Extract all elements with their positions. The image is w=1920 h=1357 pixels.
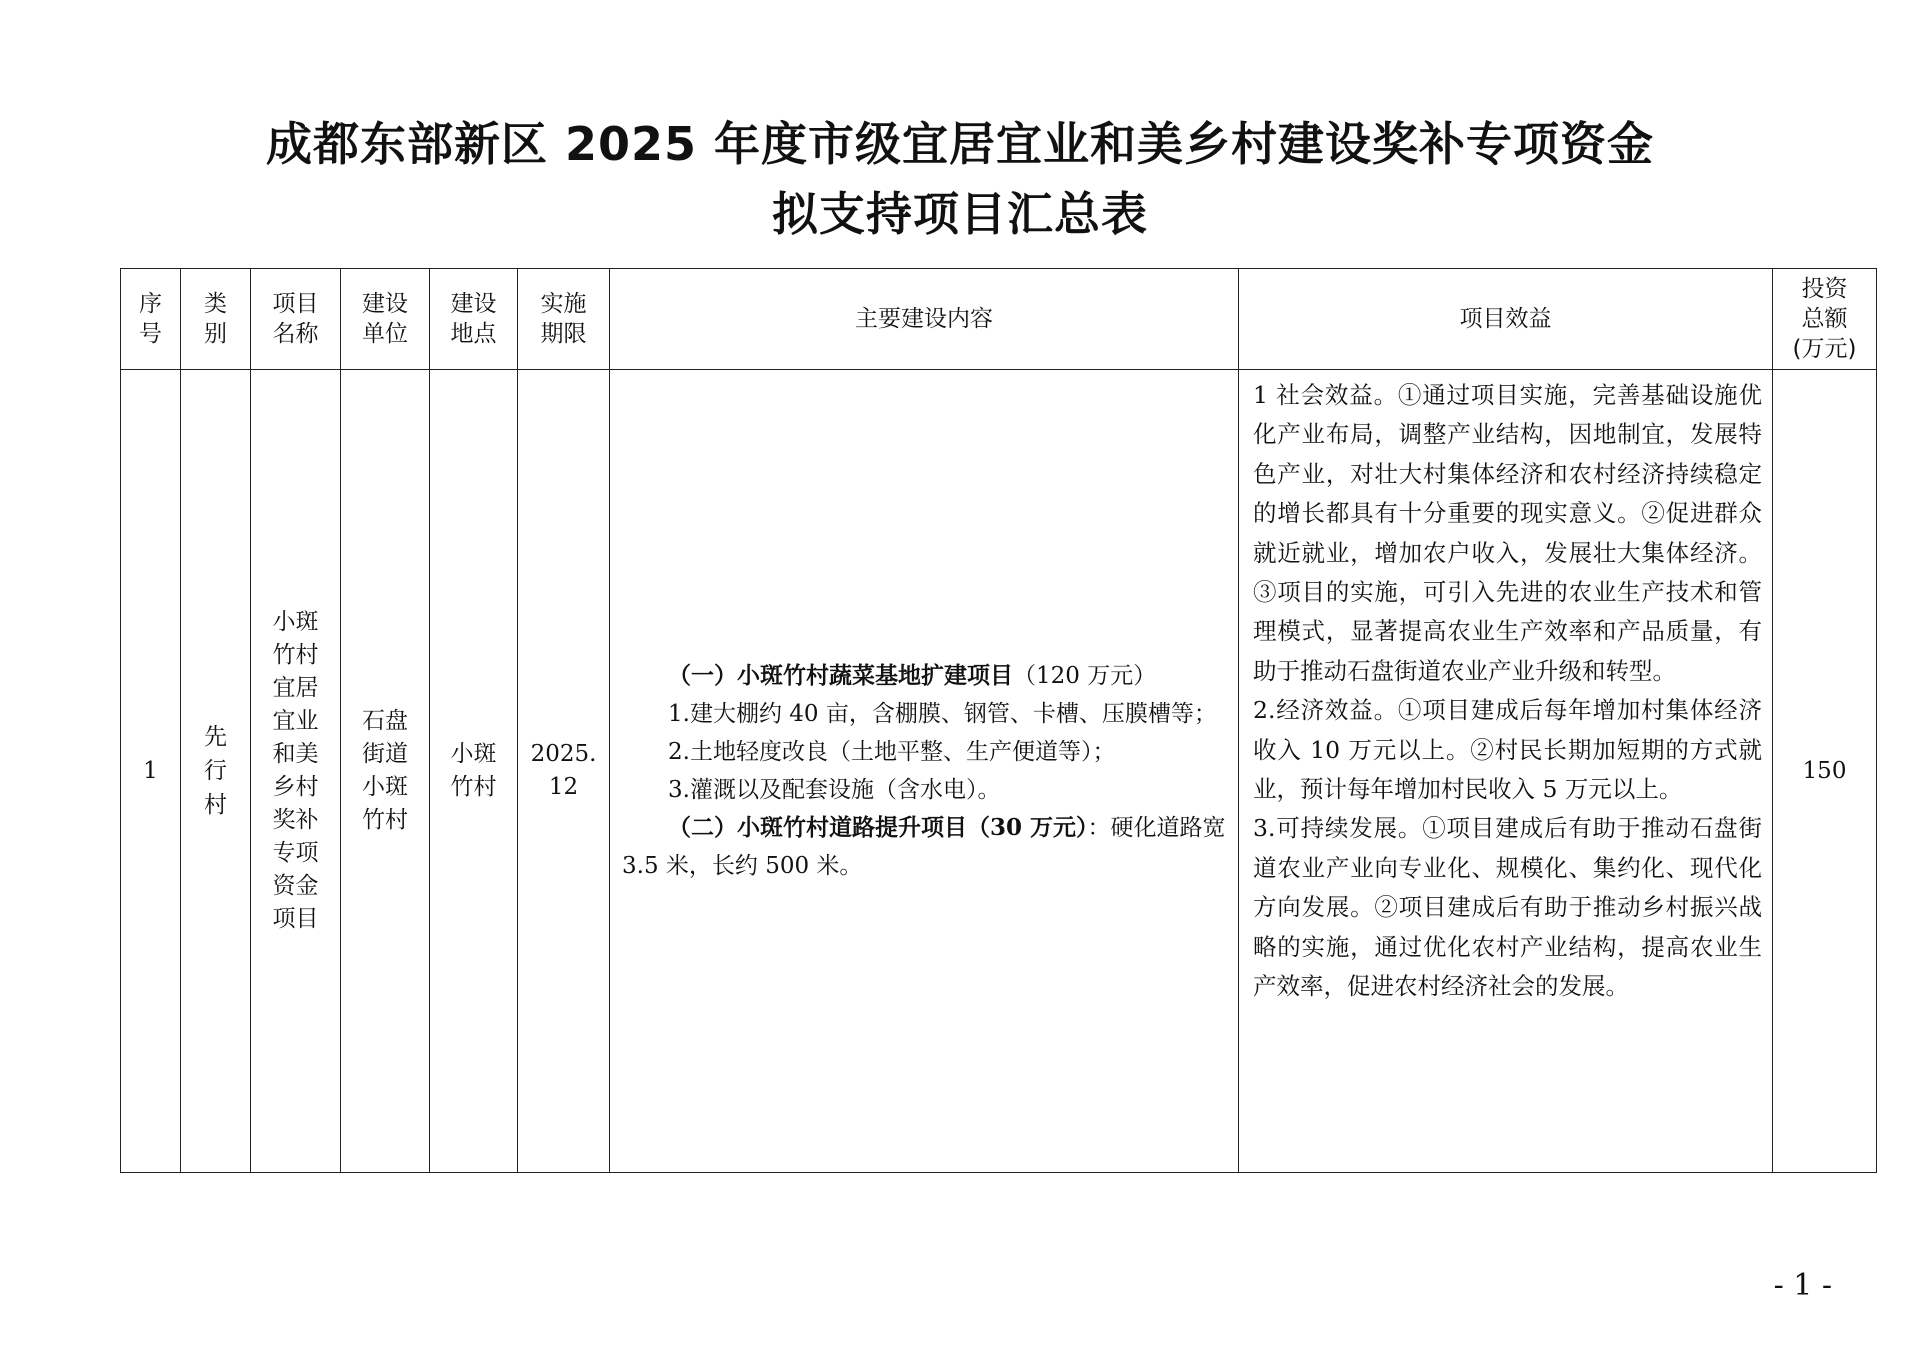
header-benefit: 项目效益 — [1239, 269, 1773, 370]
cell-category: 先行村 — [181, 370, 251, 1173]
header-seq: 序 号 — [121, 269, 181, 370]
content-item1-heading: （一）小斑竹村蔬菜基地扩建项目（120 万元） — [668, 662, 1157, 689]
cell-main-content — [610, 370, 1239, 1173]
header-project-name: 项目 名称 — [251, 269, 341, 370]
benefit-sustainable: 3.可持续发展。①项目建成后有助于推动石盘街道农业产业向专业化、规模化、集约化、现代化方向发展。②项目建成后有助于推动乡村振兴战略的实施，通过优化农村产业结构，提高农业生产效率，促进农村经济社会的发展。 — [1253, 814, 1762, 1001]
cell-location: 小斑竹村 — [430, 370, 518, 1173]
cell-period: 2025. 12 — [518, 370, 610, 1173]
content-item2: （二）小斑竹村道路提升项目（30 万元）：硬化道路宽 3.5 米，长约 500 米。 — [622, 814, 1226, 879]
cell-project-name: 小斑竹村宜居宜业和美乡村奖补专项资金项目 — [251, 370, 341, 1173]
cell-seq: 1 — [121, 370, 181, 1173]
content-item1-line1: 1.建大棚约 40 亩，含棚膜、钢管、卡槽、压膜槽等； — [668, 701, 1217, 727]
benefit-social: 1 社会效益。①通过项目实施，完善基础设施优化产业布局，调整产业结构，因地制宜，发展特色产业，对壮大村集体经济和农村经济持续稳定的增长都具有十分重要的现实意义。②促进群众就近就业，增加农户收入，发展壮大集体经济。③项目的实施，可引入先进的农业生产技术和管理模式，显著提高农业生产效率和产品质量，有助于推动石盘街道农业产业升级和转型。 — [1253, 381, 1762, 685]
header-investment: 投资 总额 (万元) — [1773, 269, 1877, 370]
header-period: 实施 期限 — [518, 269, 610, 370]
content-item1-line3: 3.灌溉以及配套设施（含水电）。 — [668, 777, 1001, 803]
cell-builder: 石盘街道小斑竹村 — [341, 370, 430, 1173]
content-item1-line2: 2.土地轻度改良（土地平整、生产便道等）； — [668, 739, 1116, 765]
header-category: 类 别 — [181, 269, 251, 370]
header-location: 建设 地点 — [430, 269, 518, 370]
table-row — [121, 370, 1877, 1173]
header-builder: 建设 单位 — [341, 269, 430, 370]
page-subtitle: 拟支持项目汇总表 — [772, 187, 1148, 241]
project-summary-table — [120, 268, 1877, 1173]
cell-investment: 150 — [1773, 370, 1877, 1173]
benefit-economic: 2.经济效益。①项目建成后每年增加村集体经济收入 10 万元以上。②村民长期加短期的方式就业，预计每年增加村民收入 5 万元以上。 — [1253, 696, 1762, 804]
header-content: 主要建设内容 — [610, 269, 1239, 370]
table-header-row — [121, 269, 1877, 370]
page-title: 成都东部新区 2025 年度市级宜居宜业和美乡村建设奖补专项资金 — [265, 117, 1655, 171]
page-number: - 1 - — [1773, 1268, 1832, 1303]
cell-benefit — [1239, 370, 1773, 1173]
